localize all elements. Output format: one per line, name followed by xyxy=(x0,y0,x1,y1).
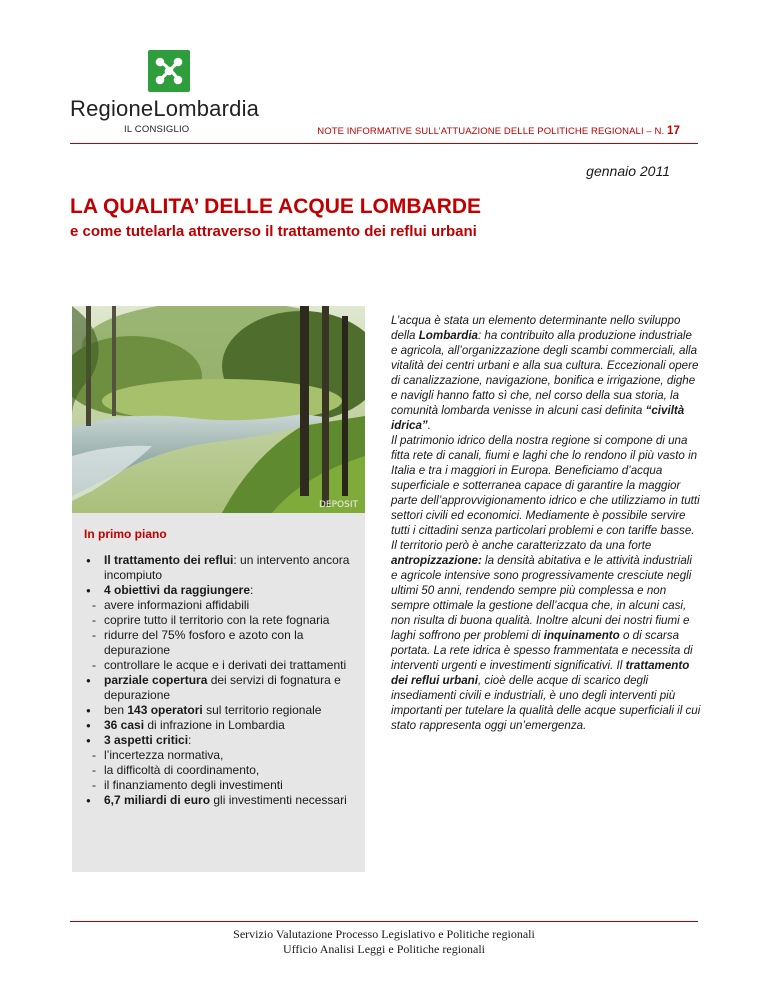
note-series-text: NOTE INFORMATIVE SULL’ATTUAZIONE DELLE POLITICHE REGIONALI – N. xyxy=(317,126,665,137)
note-number: 17 xyxy=(667,125,680,137)
rosa-camuna-icon xyxy=(148,50,190,92)
list-item-text: : xyxy=(188,733,192,747)
list-item-text: : un intervento ancora incompiuto xyxy=(104,553,350,582)
list-item-text: gli investimenti necessari xyxy=(210,793,347,807)
list-subitem: - avere informazioni affidabili xyxy=(84,598,353,613)
text-bold: “civiltà idrica” xyxy=(391,404,685,432)
intro-paragraph xyxy=(391,313,701,733)
note-series-header xyxy=(317,125,680,137)
list-item-bold: 6,7 miliardi di euro xyxy=(104,793,211,807)
sidebar-title: In primo piano xyxy=(84,527,167,541)
text-bold: trattamento dei reflui urbani xyxy=(391,659,690,687)
logo-subtitle: IL CONSIGLIO xyxy=(124,124,190,135)
list-item-text: di infrazione in Lombardia xyxy=(144,718,285,732)
list-item xyxy=(84,583,353,598)
footer-line-1: Servizio Valutazione Processo Legislativo e Politiche regionali xyxy=(233,927,535,941)
text-run: la densità abitativa e le attività industriali e agricole intensive sono progressivamente cresciute negli ultimi 50 anni, rendendo sempre più complessa e non sempre ottimale la gestione dell’acqua che, in alcuni casi, non risulta di buona qualità. Inoltre alcuni dei nostri fiumi e laghi soffrono per problemi di xyxy=(391,554,692,642)
text-run: Il territorio però è anche caratterizzato da una forte xyxy=(391,539,652,552)
footer-line-2: Ufficio Analisi Leggi e Politiche regionali xyxy=(282,942,486,956)
list-item xyxy=(84,553,353,583)
header-divider xyxy=(70,143,698,144)
list-subitem: - la difficoltà di coordinamento, xyxy=(84,763,353,778)
list-subitem: - coprire tutto il territorio con la rete fognaria xyxy=(84,613,353,628)
text-run: , cioè delle acque di scarico degli insediamenti civili e industriali, è uno degli interventi più importanti per tutelare la qualità delle acque superficiali il cui stato rappresenta oggi un’emergenza. xyxy=(391,674,701,732)
list-subitem: - controllare le acque e i derivati dei trattamenti xyxy=(84,658,353,673)
list-subitem: - ridurre del 75% fosforo e azoto con la depurazione xyxy=(84,628,353,658)
list-subitem: - il finanziamento degli investimenti xyxy=(84,778,353,793)
footer xyxy=(0,927,768,957)
list-item-text: dei servizi di fognatura e depurazione xyxy=(104,673,341,702)
footer-divider xyxy=(70,921,698,922)
logo-name: RegioneLombardia xyxy=(70,96,260,121)
issue-date: gennaio 2011 xyxy=(586,163,670,179)
highlights-list xyxy=(84,553,353,808)
regione-lombardia-logo xyxy=(70,50,268,134)
list-item xyxy=(84,673,353,703)
list-item xyxy=(84,733,353,748)
sidebar-highlights xyxy=(72,513,365,872)
text-run: : ha contribuito alla produzione industriale e agricola, all’organizzazione degli scambi commerciali, alla vitalità dei centri urbani e alla sua cultura. Eccezionali opere di canalizzazione, navigazione, bonifica e irrigazione, dighe e navigli hanno fatto sì che, nel corso della sua storia, la comunità lombarda venisse in alcuni casi definita xyxy=(391,329,699,417)
text-bold: antropizzazione: xyxy=(391,554,482,567)
list-item-bold: Il trattamento dei reflui xyxy=(104,553,234,567)
river-photo xyxy=(72,306,365,513)
document-subtitle: e come tutelarla attraverso il trattamento dei reflui urbani xyxy=(70,223,477,240)
list-subitem: - l’incertezza normativa, xyxy=(84,748,353,763)
list-item-bold: 36 casi xyxy=(104,718,145,732)
list-item xyxy=(84,703,353,718)
document-title: LA QUALITA’ DELLE ACQUE LOMBARDE xyxy=(70,195,482,218)
list-item-text: ben xyxy=(104,703,128,717)
text-run: o di scarsa portata. La rete idrica è spesso frammentata e necessita di interventi urgenti e investimenti significativi. Il xyxy=(391,629,693,672)
list-item xyxy=(84,793,353,808)
text-bold: Lombardia xyxy=(418,329,478,342)
list-item xyxy=(84,718,353,733)
list-item-bold: 143 operatori xyxy=(127,703,203,717)
text-run: . xyxy=(427,419,431,432)
text-run: Il patrimonio idrico della nostra regione si compone di una fitta rete di canali, fiumi e laghi che lo rendono il più vasto in Italia e tra i maggiori in Europa. Beneficiamo d’acqua superficiale e sotterranea capace di garantire la maggior parte dell’approvvigionamento idrico e che utilizziamo in tutti settori civili ed economici. Mediamente è possibile servire tutti i cittadini senza particolari problemi e con tariffe basse. xyxy=(391,434,700,537)
list-item-text: : xyxy=(250,583,254,597)
text-bold: inquinamento xyxy=(543,629,620,642)
text-run: L’acqua è stata un elemento determinante nello sviluppo della xyxy=(391,314,681,342)
photo-watermark: DEPOSIT xyxy=(319,500,358,510)
list-item-bold: 4 obiettivi da raggiungere xyxy=(104,583,251,597)
list-item-bold: parziale copertura xyxy=(104,673,208,687)
list-item-text: sul territorio regionale xyxy=(202,703,322,717)
list-item-bold: 3 aspetti critici xyxy=(104,733,189,747)
